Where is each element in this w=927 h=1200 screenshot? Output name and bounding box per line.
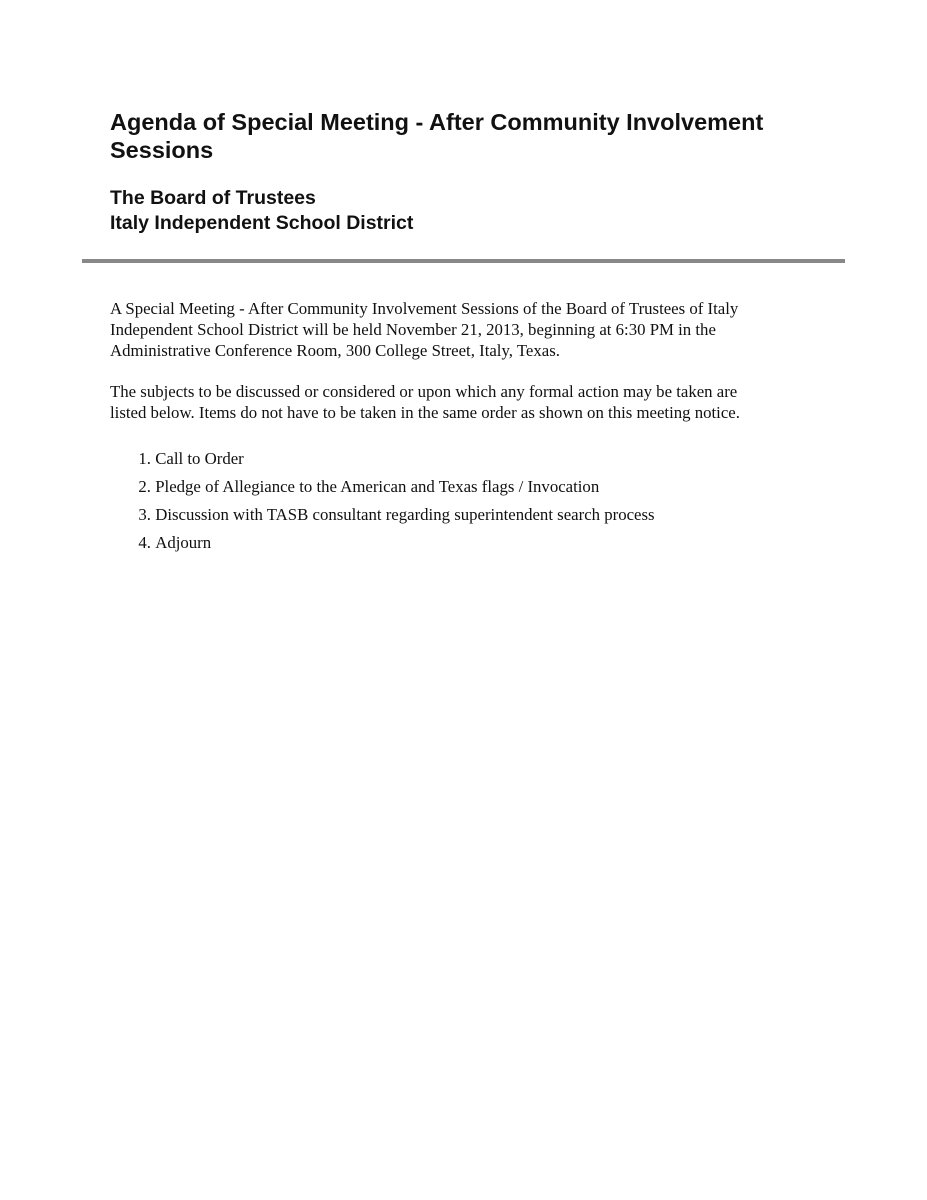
subjects-paragraph xyxy=(110,381,830,423)
list-item xyxy=(110,504,830,532)
agenda-item-label: Adjourn xyxy=(155,533,212,552)
subtitle-line-1: The Board of Trustees xyxy=(110,187,316,209)
agenda-item-label: Pledge of Allegiance to the American and Texas flags / Invocation xyxy=(155,477,600,496)
list-item xyxy=(110,476,830,504)
document-subtitle xyxy=(110,186,830,236)
agenda-item-number: 4. xyxy=(138,533,151,552)
subtitle-line-2: Italy Independent School District xyxy=(110,212,414,234)
list-item xyxy=(110,448,830,476)
document-title xyxy=(110,108,830,164)
paragraph-1-line-1: A Special Meeting - After Community Involvement Sessions of the Board of Trustees of Italy xyxy=(110,299,739,318)
agenda-list xyxy=(110,448,830,560)
horizontal-divider xyxy=(82,259,845,263)
paragraph-2-line-1: The subjects to be discussed or considered or upon which any formal action may be taken are xyxy=(110,382,738,401)
paragraph-1-line-3: Administrative Conference Room, 300 College Street, Italy, Texas. xyxy=(110,341,560,360)
agenda-item-number: 3. xyxy=(138,505,151,524)
agenda-item-number: 1. xyxy=(138,449,151,468)
paragraph-2-line-2: listed below. Items do not have to be taken in the same order as shown on this meeting notice. xyxy=(110,403,740,422)
list-item xyxy=(110,532,830,560)
meeting-notice-paragraph xyxy=(110,298,830,361)
paragraph-1-line-2: Independent School District will be held November 21, 2013, beginning at 6:30 PM in the xyxy=(110,320,716,339)
agenda-item-label: Call to Order xyxy=(155,449,244,468)
title-line-2: Sessions xyxy=(110,137,214,163)
agenda-item-label: Discussion with TASB consultant regarding superintendent search process xyxy=(155,505,655,524)
title-line-1: Agenda of Special Meeting - After Community Involvement xyxy=(110,109,764,135)
agenda-item-number: 2. xyxy=(138,477,151,496)
